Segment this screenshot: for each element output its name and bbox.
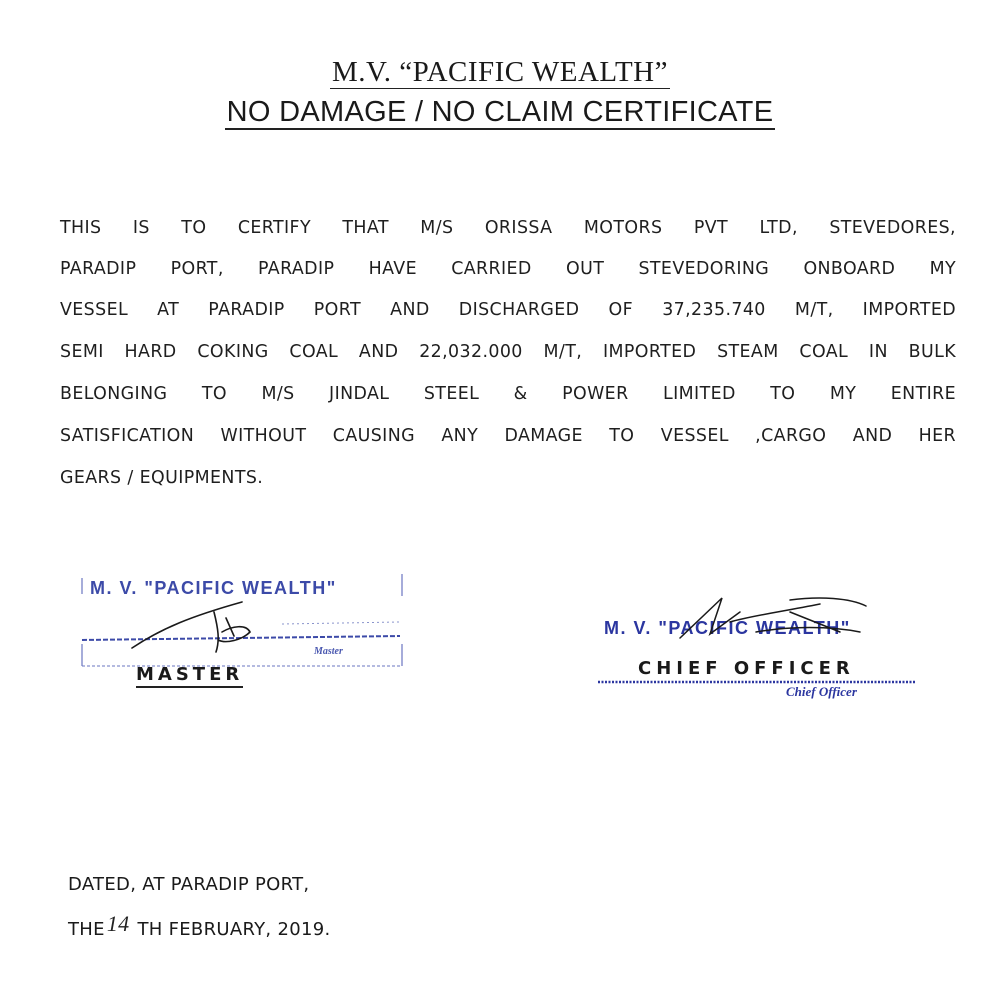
- chief-officer-stamp: [600, 596, 920, 706]
- chief-officer-label: CHIEF OFFICER: [638, 658, 855, 679]
- chief-officer-stamp-subtext: Chief Officer: [786, 684, 857, 699]
- body-text-line: BELONGING TO M/S JINDAL STEEL & POWER LIMITED TO MY ENTIRE: [60, 384, 956, 404]
- master-stamp-subtext: Master: [314, 646, 343, 657]
- certificate-title: NO DAMAGE / NO CLAIM CERTIFICATE: [226, 96, 774, 128]
- body-text-line: THIS IS TO CERTIFY THAT M/S ORISSA MOTORS PVT LTD, STEVEDORES,: [60, 218, 956, 238]
- handwritten-day: 14: [106, 911, 130, 936]
- vessel-title: M.V. “PACIFIC WEALTH”: [332, 56, 668, 88]
- chief-officer-signature: [670, 592, 870, 652]
- master-stamp: [82, 574, 404, 670]
- body-text-line: SEMI HARD COKING COAL AND 22,032.000 M/T, IMPORTED STEAM COAL IN BULK: [60, 342, 956, 362]
- body-text-line: PARADIP PORT, PARADIP HAVE CARRIED OUT STEVEDORING ONBOARD MY: [60, 259, 956, 279]
- chief-officer-stamp-text: M. V. "PACIFIC WEALTH": [604, 618, 851, 638]
- master-signature: [122, 588, 262, 658]
- body-text-line: GEARS / EQUIPMENTS.: [60, 468, 264, 488]
- dated-place: DATED, AT PARADIP PORT,: [68, 874, 310, 895]
- master-label: MASTER: [136, 664, 243, 688]
- body-text-line: SATISFICATION WITHOUT CAUSING ANY DAMAGE TO VESSEL ,CARGO AND HER: [60, 426, 956, 446]
- master-stamp-text: M. V. "PACIFIC WEALTH": [90, 578, 337, 598]
- body-text-line: VESSEL AT PARADIP PORT AND DISCHARGED OF 37,235.740 M/T, IMPORTED: [60, 300, 956, 320]
- chief-officer-dotted-line: [598, 678, 918, 688]
- date-prefix: THE: [68, 919, 105, 940]
- date-line: [68, 911, 331, 941]
- date-suffix: TH FEBRUARY, 2019.: [137, 919, 331, 940]
